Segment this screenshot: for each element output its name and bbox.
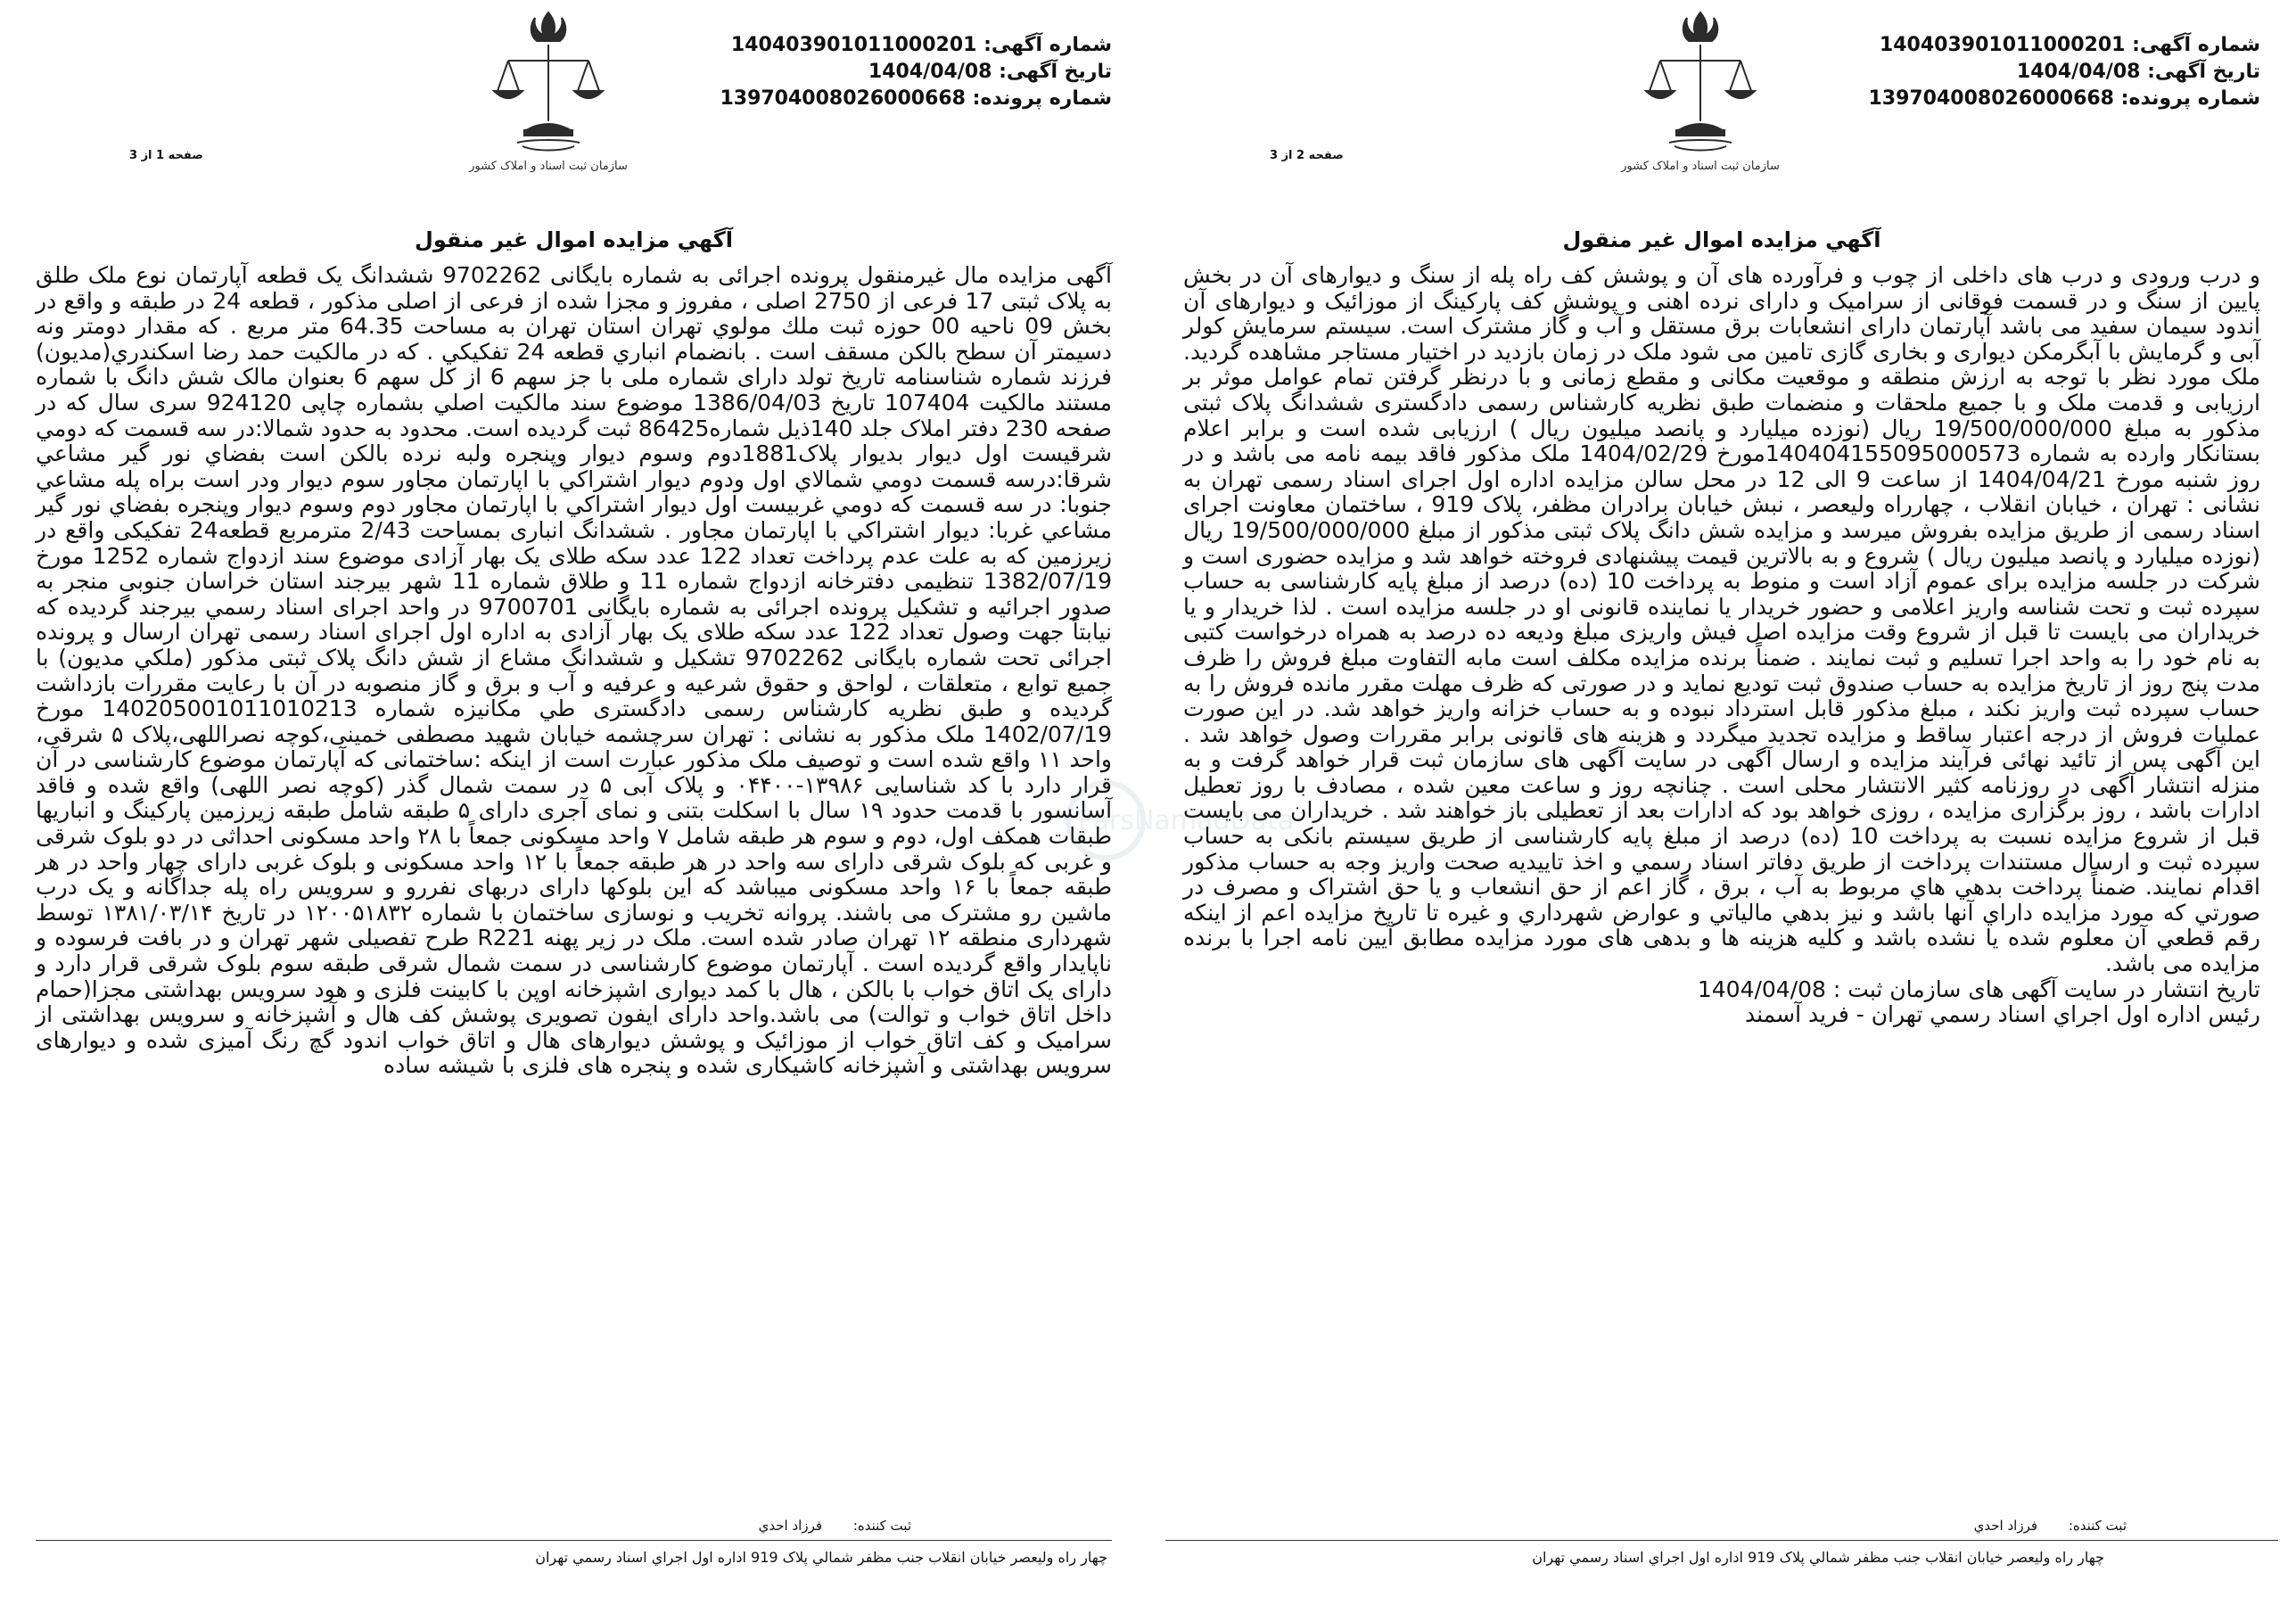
footer-divider <box>36 1540 1112 1541</box>
case-number: شماره پرونده: 139704008026000668 <box>720 87 1112 110</box>
registrar-name: فرزاد احدي <box>758 1518 823 1534</box>
notice-body: آگهی مزایده مال غیرمنقول پرونده اجرائی به شماره بایگانی 9702262 ششدانگ یک قطعه آپارتمان نوع ملک طلق به پلاک ثبتی 17 فرعی از 2750 اصلی ، مفروز و مجزا شده از فرعی از اصلی مذکور ، قطعه 24 در طبقه و واقع در بخش 09 ناحیه 00 حوزه ثبت ملك مولوي تهران استان تهران به مساحت 64.35 متر مربع . که مقدار دومتر ونه دسیمتر آن سطح بالکن مسقف است . بانضمام انباري قطعه 24 تفکيکي . که در مالکیت حمد رضا اسكندري(مديون) فرزند شماره شناسنامه تاریخ تولد دارای شماره ملی با جز سهم 6 از کل سهم 6 بعنوان مالک شش دانگ با شماره مستند مالکیت 107404 تاریخ 1386/04/03 موضوع سند مالکیت اصلي بشماره چاپی 924120 سری سال که در صفحه 230 دفتر املاک جلد 140ذيل شماره86425 ثبت گردیده است. محدود به حدود شمالا:در سه قسمت که دومي شرقيست اول ديوار بديوار پلاک1881دوم وسوم ديوار وپنجره ولبه نرده بالكن است بفضاي نور گير مشاعي شرقا:درسه قسمت دومي شمالاي اول ودوم ديوار اشتراكي با اپارتمان مجاور سوم ديوار ودر است براه پله مشاعي جنوبا: در سه قسمت كه دومي غربيست اول ديوار اشتراكي با اپارتمان مجاور دوم وسوم ديوار وپنجره بفضاي نور گير مشاعي غربا: ديوار اشتراكي با اپارتمان مجاور . ششدانگ انباری بمساحت 2/43 مترمربع قطعه24 تفکیکی واقع در زیرزمین که به علت عدم پرداخت تعداد 122 عدد سکه طلای یک بهار آزادی موضوع سند ازدواج شماره 1252 مورخ 1382/07/19 تنظیمی دفترخانه ازدواج شماره 11 و طلاق شماره 11 شهر بیرجند استان خراسان جنوبی منجر به صدور اجرائیه و تشکیل پرونده اجرائی به شماره بایگانی 9700701 در واحد اجرای اسناد رسمي بيرجند گرديده كه نيابتاً جهت وصول تعداد 122 عدد سکه طلای یک بهار آزادی به اداره اول اجرای اسناد رسمی تهران ارسال و پرونده اجرائی تحت شماره بایگانی 9702262 تشكيل و ششدانگ مشاع از شش دانگ پلاک ثبتی مذكور (ملكي مديون) با جميع توابع ، متعلقات ، لواحق و حقوق شرعيه و عرفيه و آب و برق و گاز منصوبه در آن با رعايت مقررات بازداشت گرديده و طبق نظريه كارشناس رسمی دادگستری طي مكانيزه شماره 140205001011010213 مورخ 1402/07/19 ملک مذکور به نشانی : تهران سرچشمه خیابان شهید مصطفی خمینی،کوچه نصراللهی،پلاک ۵ شرقی، واحد ۱۱ واقع شده است و توصيف ملک مذکور عبارت است از اینکه :ساختمانی که آپارتمان موضوع کارشناسی در آن قرار دارد با کد شناسایی ۱۳۹۸۶-۰۴۴۰۰ و پلاک آبی ۵ در سمت شمال گذر (کوچه نصر اللهی) واقع شده و فاقد آسانسور با قدمت حدود ۱۹ سال با اسکلت بتنی و نمای آجری دارای ۵ طبقه شامل طبقه زیرزمین پارکینگ و انباریها طبقات همکف اول، دوم و سوم هر طبقه شامل ۷ واحد مسکونی جمعاً با ۲۸ واحد مسکونی احداثی در دو بلوک شرقی و غربی که بلوک شرقی دارای سه واحد در هر طبقه جمعاً با ۱۲ واحد مسکونی و بلوک غربی دارای چهار واحد در هر طبقه جمعاً با ۱۶ واحد مسکونی میباشد که این بلوکها دارای دربهای نفررو و سرویس راه پله جداگانه و یک درب ماشین رو مشترک می باشند. پروانه تخریب و نوسازی ساختمان با شماره ۱۲۰۰۵۱۸۳۲ در تاریخ ۱۳۸۱/۰۳/۱۴ توسط شهرداری منطقه ۱۲ تهران صادر شده است. ملک در زیر پهنه R221 طرح تفصیلی شهر تهران و در بافت فرسوده و ناپایدار واقع گردیده است . آپارتمان موضوع کارشناسی در سمت شمال شرقی طبقه سوم بلوک شرقی قرار دارد و دارای یک اتاق خواب با بالکن ، هال با کمد دیواری اشپزخانه اوپن با کابینت فلزی و هود سرویس بهداشتی مجزا(حمام داخل اتاق خواب و توالت) می باشد.واحد دارای ایفون تصویری پوشش کف هال و آشپزخانه و سرویس بهداشتی از سرامیک و کف اتاق خواب از موزائیک و پوشش دیوارهای هال و اتاق خواب اندود گچ رنگ آمیزی شده و دیوارهای سرویس بهداشتی و آشپزخانه کاشیکاری شده و پنجره های فلزی با شیشه ساده <box>36 262 1113 1079</box>
svg-text:سازمان ثبت اسناد و املاک کشور: سازمان ثبت اسناد و املاک کشور <box>1621 160 1780 173</box>
notice-body-text: و درب ورودی و درب های داخلی از چوب و فرآورده های آن و پوشش کف راه پله از سنگ و دیوارهای آن در بخش پایین از سنگ و در قسمت فوقانی از سرامیک و دارای نرده اهنی و پوشش کف پارکینگ از موزائیک و دیوارهای آن اندود سیمان سفید می باشد آپارتمان دارای انشعابات برق مستقل و آب و گاز مشترک است. سیستم سرمایش کولر آبی و گرمایش با آبگرمکن دیواری و بخاری گازی تامین می شود ملک در زمان بازدید در اختیار مستاجر مشاهده گردید. ملک مورد نظر با توجه به ارزش منطقه و موقعیت مکانی و مقطع زمانی و با درنظر گرفتن تمام عوامل موثر بر ارزیابی و قدمت ملک و با جمیع ملحقات و منضمات طبق نظریه کارشناس رسمی دادگستری ششدانگ پلاک ثبتی مذکور به مبلغ 19/500/000/000 ريال (نوزده میلیارد و پانصد میلیون ريال ) ارزيابی شده است و برابر اعلام بستانكار وارده به شماره 140404155095000573مورخ 1404/02/29 ملک مذکور فاقد بیمه نامه می باشد و در روز شنبه مورخ 1404/04/21 از ساعت 9 الی 12 در محل سالن مزایده اداره اول اجرای اسناد رسمی تهران به نشانی : تهران ، خیابان انقلاب ، چهارراه ولیعصر ، نبش خیابان برادران مظفر، پلاک 919 ، ساختمان معاونت اجرای اسناد رسمی از طریق مزایده بفروش میرسد و مزایده شش دانگ پلاک ثبتی مذكور از مبلغ 19/500/000/000 ريال (نوزده میلیارد و پانصد میلیون ريال ) شروع و به بالاترین قیمت پیشنهادی فروخته خواهد شد و مزایده حضوری است و شرکت در جلسه مزایده برای عموم آزاد است و منوط به پرداخت 10 (ده) درصد از مبلغ پایه کارشناسی به حساب سپرده ثبت و تحت شناسه واریز اعلامی و حضور خریدار یا نماینده قانونی او در جلسه مزایده است . لذا خریدار و یا خریداران می بایست تا قبل از شروع وقت مزایده اصل فیش واریزی مبلغ ودیعه ده درصد به همراه درخواست کتبی به نام خود را به واحد اجرا تسلیم و ثبت نمایند . ضمناً برنده مزایده مکلف است مابه التفاوت مبلغ فروش را ظرف مدت پنج روز از تاریخ مزایده به حساب صندوق ثبت تودیع نماید و در صورتی که ظرف مهلت مقرر مانده فروش را به حساب سپرده ثبت واریز نکند ، مبلغ مذکور قابل استرداد نبوده و به حساب خزانه واریز خواهد شد. در این صورت عملیات فروش از درجه اعتبار ساقط و مزایده تجدید میگردد و هزینه های قانونی برابر مقررات وصول خواهد شد . این آگهی پس از تائید نهائی فرآیند مزایده و ارسال آگهی در سایت آگهی های سازمان ثبت قرار خواهد گرفت و به منزله انتشار آگهی در روزنامه کثیر الانتشار محلی است . چنانچه روز و ساعت معین شده ، مصادف با روز تعطیل ادارات باشد ، روز برگزاری مزایده ، روزی خواهد بود که ادارات بعد از تعطیلی باز خواهند شد . خریداران می بایست قبل از شروع مزایده نسبت به پرداخت 10 (ده) درصد از مبلغ پایه کارشناسی از طریق سیستم بانکی به حساب سپرده ثبت و ارسال مستندات پرداخت از طریق دفاتر اسناد رسمي و اخذ تاییدیه صحت واریز وجه به حساب مذکور اقدام نمایند. ضمناً پرداخت بدهي هاي مربوط به آب ، برق ، گاز اعم از حق انشعاب و يا حق اشتراک و مصرف در صورتي كه مورد مزايده داراي آنها باشد و نيز بدهي مالياتي و عوارض شهرداري و غيره تا تاريخ مزايده اعم از اينكه رقم قطعي آن معلوم شده يا نشده باشد و کلیه هزینه ها و بدهی های مورد مزایده مطابق آیین نامه اجرا با برنده مزایده می باشد. <box>1183 262 2261 977</box>
notice-title: آگهي مزايده اموال غير منقول <box>1562 227 1881 252</box>
footer-address: چهار راه وليعصر خيابان انقلاب جنب مظفر شمالي پلاک 919 اداره اول اجراي اسناد رسمي تهران <box>535 1549 1107 1566</box>
ad-number: شماره آگهی: 140403901011000201 <box>1879 34 2260 56</box>
footer-address: چهار راه وليعصر خيابان انقلاب جنب مظفر شمالي پلاک 919 اداره اول اجراي اسناد رسمي تهران <box>1532 1549 2104 1566</box>
page-indicator: صفحه 1 از 3 <box>129 149 203 162</box>
watermark-logo-icon <box>1052 767 1320 874</box>
ad-date: تاریخ آگهی: 1404/04/08 <box>868 61 1112 83</box>
page-2 <box>1148 0 2296 1605</box>
watermark-text: ParsNamadData <box>1077 805 1295 836</box>
registrar <box>1974 1518 2127 1534</box>
publication-line: تاريخ انتشار در سايت آگهی های سازمان ثبت : 1404/04/08 <box>1697 975 2260 1002</box>
notice-title: آگهي مزايده اموال غير منقول <box>415 227 733 252</box>
ad-number: شماره آگهی: 140403901011000201 <box>730 34 1112 56</box>
ad-date: تاریخ آگهی: 1404/04/08 <box>2016 61 2260 83</box>
judiciary-emblem-icon <box>1621 5 1780 191</box>
case-number: شماره پرونده: 139704008026000668 <box>1868 87 2260 110</box>
registrar-label: ثبت کننده: <box>852 1518 911 1534</box>
registrar <box>759 1518 911 1534</box>
notice-body <box>1183 263 2260 1028</box>
page-indicator: صفحه 2 از 3 <box>1270 149 1344 162</box>
svg-text:سازمان ثبت اسناد و املاک کشور: سازمان ثبت اسناد و املاک کشور <box>469 160 628 173</box>
registrar-label: ثبت کننده: <box>2068 1518 2127 1534</box>
judiciary-emblem-icon <box>469 5 628 191</box>
chief-signature-line: رئيس اداره اول اجراي اسناد رسمي تهران - فريد آسمند <box>1745 1001 2260 1028</box>
ad-meta <box>720 32 1112 112</box>
footer-divider <box>1165 1540 2278 1541</box>
ad-meta <box>1868 32 2260 112</box>
registrar-name: فرزاد احدي <box>1973 1518 2038 1534</box>
